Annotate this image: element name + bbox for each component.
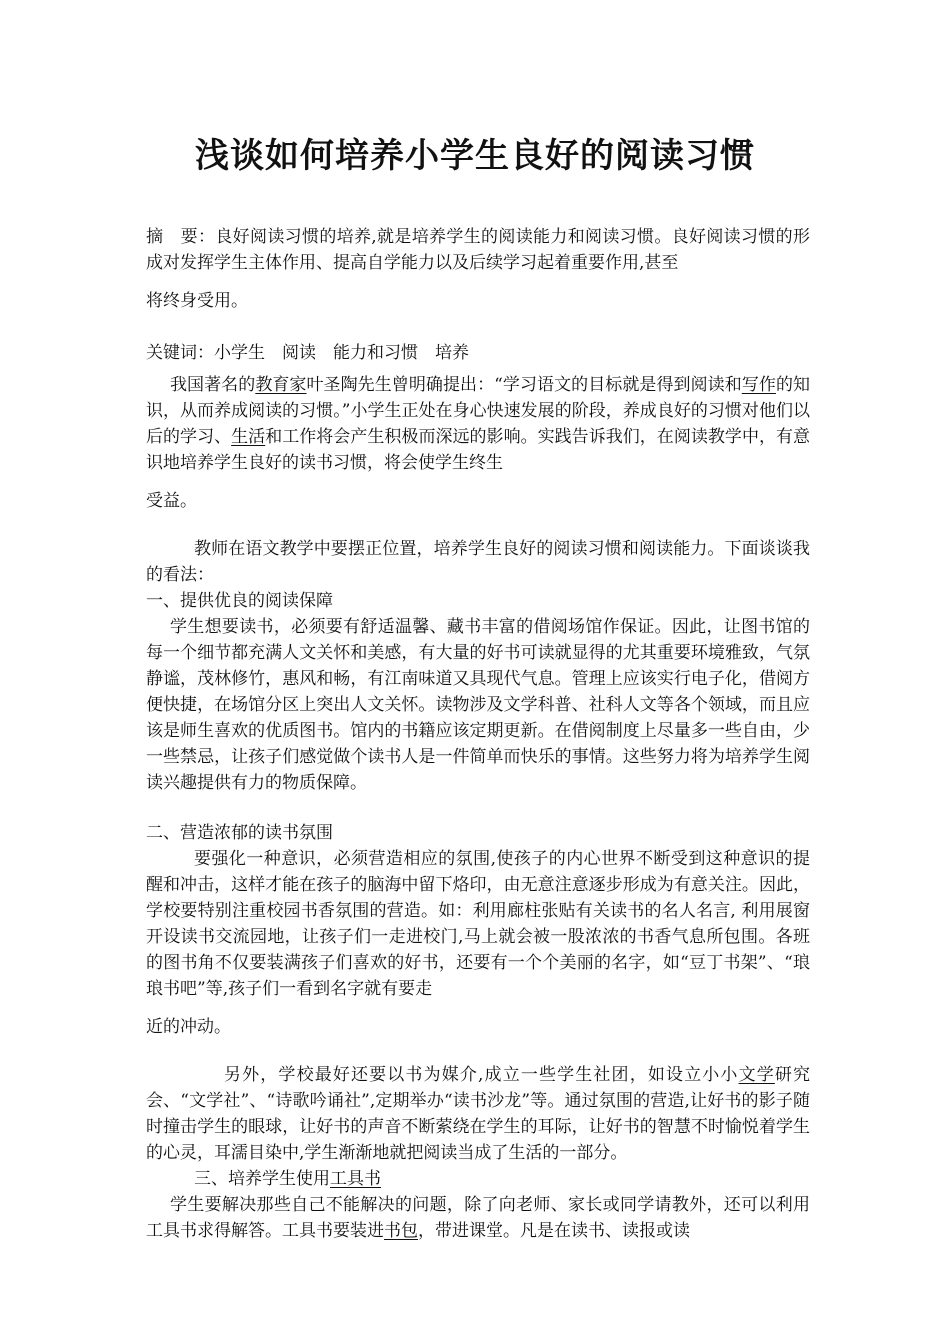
link-life[interactable]: 生活 [231,427,266,447]
abstract-paragraph [146,224,810,276]
keywords-line [146,340,810,366]
section2-heading: 二、营造浓郁的读书氛围 [146,823,333,843]
section3-body-text-a: 学生要解决那些自己不能解决的问题，除了向老师、家长或同学请教外，还可以利用工具书求得解答。工具书要装进 [146,1195,810,1241]
keywords-label: 关键词： [146,343,214,363]
section2-p2-text-b: 研究会、“文学社”、“诗歌吟诵社”,定期举办“读书沙龙”等。通过氛围的营造,让好书的影子随时撞击学生的眼球，让好书的声音不断萦绕在学生的耳际，让好书的智慧不时愉悦着学生的心灵，耳濡目染中,学生渐渐地就把阅读当成了生活的一部分。 [146,1065,811,1163]
abstract-label: 摘 要： [146,227,216,247]
intro-text-3: 的知识，从而养成阅读的习惯。”小学生正处在身心快速发展的阶段，养成良好的习惯对他们以后的学习、 [146,375,810,447]
intro-tail: 受益。 [146,491,197,511]
keywords-text: 小学生 阅读 能力和习惯 培养 [214,343,469,363]
document-body [146,224,810,1244]
section2-p2-text-a: 另外，学校最好还要以书为媒介,成立一些学生社团，如设立小小 [224,1065,739,1085]
link-educator[interactable]: 教育家 [255,375,307,395]
document-title: 浅谈如何培养小学生良好的阅读习惯 [195,136,755,176]
section3-body-text-b: ，带进课堂。凡是在读书、读报或读 [418,1221,690,1241]
abstract-text: 良好阅读习惯的培养,就是培养学生的阅读能力和阅读习惯。良好阅读习惯的形成对发挥学生主体作用、提高自学能力以及后续学习起着重要作用,甚至 [146,227,810,273]
section1-body: 学生想要读书，必须要有舒适温馨、藏书丰富的借阅场馆作保证。因此，让图书馆的每一个细节都充满人文关怀和美感，有大量的好书可读就显得的尤其重要环境雅致，气氛静谧，茂林修竹，惠风和畅，有江南味道又具现代气息。管理上应该实行电子化，借阅方便快捷，在场馆分区上突出人文关怀。读物涉及文学科普、社科人文等各个领域，而且应该是师生喜欢的优质图书。馆内的书籍应该定期更新。在借阅制度上尽量多一些自由，少一些禁忌，让孩子们感觉做个读书人是一件简单而快乐的事情。这些努力将为培养学生阅读兴趣提供有力的物质保障。 [146,617,810,793]
abstract-tail: 将终身受用。 [146,291,248,311]
intro-text-1: 我国著名的 [170,375,256,395]
intro-paragraph [146,372,810,476]
section3-heading [146,1166,810,1192]
blank-line [146,796,810,820]
section2-body: 要强化一种意识，必须营造相应的氛围,使孩子的内心世界不断受到这种意识的提醒和冲击，这样才能在孩子的脑海中留下烙印，由无意注意逐步形成为有意关注。因此，学校要特别注重校园书香氛围的营造。如：利用廊柱张贴有关读书的名人名言, 利用展窗开设读书交流园地，让孩子们一走进校门,马上就会被一股浓浓的书香气息所包围。各班的图书角不仅要装满孩子们喜欢的好书，还要有一个个美丽的名字，如“豆丁书架”、“琅琅书吧”等,孩子们一看到名字就有要走 [146,849,810,999]
link-literature[interactable]: 文学 [738,1065,775,1085]
section3-body [146,1192,810,1244]
link-schoolbag[interactable]: 书包 [384,1221,418,1241]
section2-tail: 近的冲动。 [146,1017,231,1037]
section2-paragraph2 [146,1062,810,1166]
section1-heading: 一、提供优良的阅读保障 [146,591,333,611]
intro-text-2: 叶圣陶先生曾明确提出：“学习语文的目标就是得到阅读和 [306,375,742,395]
section3-heading-text: 三、培养学生使用 [194,1169,330,1189]
teacher-paragraph: 教师在语文教学中要摆正位置，培养学生良好的阅读习惯和阅读能力。下面谈谈我的看法： [146,539,810,585]
link-writing[interactable]: 写作 [741,375,776,395]
link-reference-books[interactable]: 工具书 [330,1169,381,1189]
intro-text-4: 和工作将会产生积极而深远的影响。实践告诉我们，在阅读教学中，有意识地培养学生良好的读书习惯，将会使学生终生 [146,427,811,473]
